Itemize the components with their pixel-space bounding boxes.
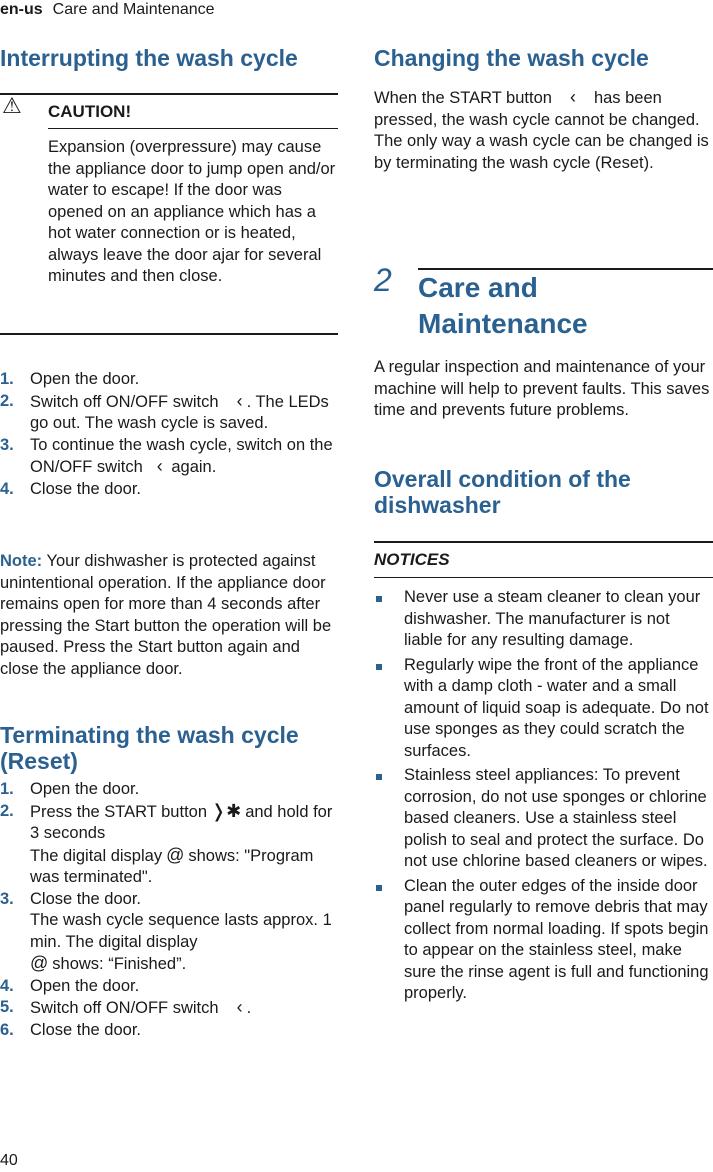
interrupting-heading: Interrupting the wash cycle [0, 45, 298, 71]
step-text: shows: "Program was terminated". [30, 846, 314, 886]
list-item [0, 479, 340, 501]
care-icon: 2 [374, 262, 392, 298]
onoff-switch-icon: ‹ [236, 997, 243, 1017]
step-number: 1. [0, 780, 14, 798]
onoff-switch-icon: ‹ [156, 456, 163, 476]
notices-label: NOTICES [374, 550, 450, 569]
step-number: 1. [0, 370, 14, 388]
start-button-icon: ‹ [569, 87, 576, 107]
step-number: 6. [0, 1020, 14, 1039]
step-text: . [246, 999, 252, 1017]
caution-top-rule [0, 93, 338, 95]
step-number: 2. [0, 801, 14, 820]
step-number: 3. [0, 435, 14, 454]
step-number: 2. [0, 391, 14, 410]
list-item [0, 369, 340, 391]
note [0, 551, 338, 680]
list-item: Regularly wipe the front of the appliance with a damp cloth - water and a small amount of liquid soap is adequate. Do not use sponges as they could scratch the surfaces. [374, 655, 710, 763]
list-item [0, 997, 340, 1020]
list-item [0, 779, 340, 801]
start-button-icon: ❭✱ [211, 800, 242, 821]
running-header [0, 0, 215, 20]
caution-bottom-rule [0, 333, 338, 335]
digital-display-icon: @ [166, 844, 185, 865]
step-text: Close the door. [30, 889, 141, 908]
care-intro: A regular inspection and maintenance of your machine will help to prevent faults. This saves time and prevents future problems. [374, 358, 710, 419]
digital-display-icon: @ [30, 953, 49, 973]
note-text: Your dishwasher is protected against unintentional operation. If the appliance door remains open for more than 4 seconds after pressing the Start button the operation will be paused. Press the Start button again and close the appliance door. [0, 552, 332, 678]
step-text: Open the door. [30, 780, 140, 798]
changing-heading: Changing the wash cycle [374, 45, 649, 71]
caution-label: CAUTION! [48, 102, 132, 121]
page-number: 40 [0, 1152, 18, 1169]
changing-text [374, 87, 710, 174]
list-item [0, 1020, 340, 1042]
list-item: Clean the outer edges of the inside door panel regularly to remove debris that may collect from normal loading. If spots begin to appear on the stainless steel, make sure the rinse agent is full and functioning properly. [374, 876, 710, 1005]
note-label: Note: [0, 552, 43, 570]
terminating-steps [0, 779, 340, 1041]
step-text: . The LEDs go out. The wash cycle is saved. [30, 392, 329, 432]
step-text: To continue the wash cycle, switch on the ON/OFF switch [30, 435, 333, 476]
step-text: Open the door. [30, 370, 140, 388]
list-item [0, 391, 340, 435]
caution-icon: ⚠ [2, 93, 22, 118]
overall-heading: Overall condition of the dishwasher [374, 466, 631, 518]
list-item [0, 976, 340, 998]
step-text: again. [171, 458, 217, 476]
changing-text-b: has been pressed, the wash cycle cannot be changed. The only way a wash cycle can be changed is by terminating the wash cycle (Reset). [374, 89, 709, 172]
list-item: Stainless steel appliances: To prevent corrosion, do not use sponges or chlorine based cleaners. Use a stainless steel polish to seal and protect the surface. Do not use chlorine based cleaners or wipes. [374, 765, 710, 873]
step-text: Close the door. [30, 479, 141, 498]
step-number: 4. [0, 976, 14, 995]
step-text: Switch off ON/OFF switch [30, 999, 219, 1017]
step-number: 4. [0, 479, 14, 498]
step-text: Switch off ON/OFF switch [30, 392, 219, 411]
notices-top-rule [374, 541, 713, 543]
step-text: The digital display [30, 846, 163, 865]
interrupting-steps [0, 369, 340, 500]
list-item: Never use a steam cleaner to clean your dishwasher. The manufacturer is not liable for any resulting damage. [374, 587, 710, 652]
notices-list [374, 587, 710, 1008]
step-text: Press the START button [30, 802, 208, 821]
terminating-heading: Terminating the wash cycle (Reset) [0, 722, 299, 774]
care-title: Care and Maintenance [418, 272, 588, 339]
notices-inner-rule [374, 577, 713, 578]
list-item [0, 435, 340, 479]
onoff-switch-icon: ‹ [236, 390, 243, 411]
list-item [0, 889, 340, 976]
caution-text: Expansion (overpressure) may cause the appliance door to jump open and/or water to escape! If the door was opened on an appliance which has a hot water connection or is heated, always leave the door ajar for several minutes and then close. [48, 138, 336, 285]
step-text: and hold for 3 seconds [30, 802, 333, 842]
step-text: Open the door. [30, 976, 140, 995]
caution-inner-rule [48, 128, 338, 129]
list-item [0, 801, 340, 889]
step-text: Close the door. [30, 1020, 141, 1039]
step-text: shows: “Finished”. [52, 955, 187, 973]
header-title: Care and Maintenance [52, 1, 215, 18]
changing-text-a: When the START button [374, 89, 552, 107]
step-number: 3. [0, 889, 14, 908]
step-number: 5. [0, 998, 14, 1016]
step-text: The wash cycle sequence lasts approx. 1 min. The digital display [30, 911, 332, 951]
header-lang: en-us [0, 1, 43, 18]
